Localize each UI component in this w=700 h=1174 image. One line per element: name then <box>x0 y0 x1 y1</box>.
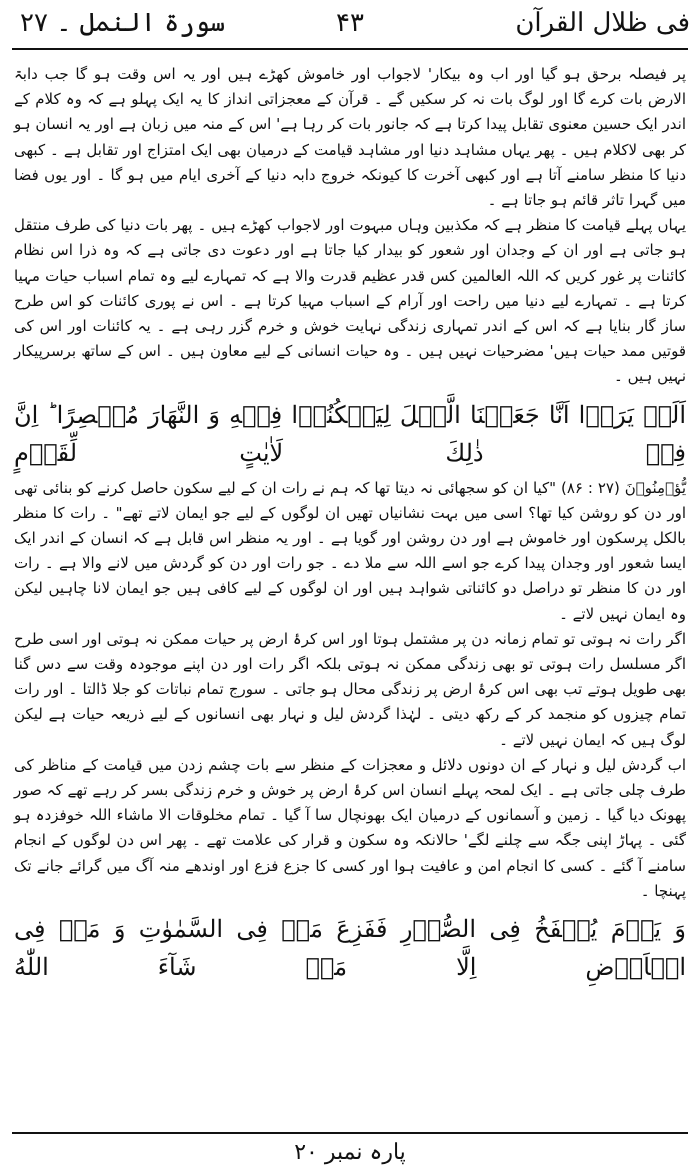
paragraph-2: یہاں پہلے قیامت کا منظر ہے کہ مکذبین وہاں مبہوت اور لاجواب کھڑے ہیں ۔ پھر بات دنیا کی طرف منتقل ہو جاتی ہے اور ان کے وجدان اور شعور کو بیدار کیا جاتا ہے اور دعوت دی جاتی ہے کہ وہ ذرا اس نظام کائنات پر غور کریں کہ اللہ العالمین کس قدر عظیم قدرت والا ہے کہ تمہارے لیے وہ تمام اسباب حیات مہیا کرتا ہے ۔ تمہارے لیے دنیا میں راحت اور آرام کے اسباب مہیا کرتا ہے ۔ اس نے پوری کائنات کو اس طرح ساز گار بنایا ہے کہ اس کے اندر تمہاری زندگی نہایت خوش و خرم گزر رہی ہے ۔ یہ کائنات اور اس کی قوتیں ممد حیات ہیں' مضرحیات نہیں ہیں ۔ وہ حیات انسانی کے لیے معاون ہیں ۔ اس کے ساتھ برسرپیکار نہیں ہیں ۔ <box>14 216 686 386</box>
page-header <box>10 6 690 46</box>
page-number: ۴۳ <box>336 8 364 38</box>
page-body <box>14 62 686 990</box>
surah-title: سورۃ النمل ۔ ۲۷ <box>20 8 226 38</box>
book-title: فی ظلال القرآن <box>515 8 690 38</box>
paragraph-1: پر فیصلہ برحق ہو گیا اور اب وہ بیکار' لاجواب اور خاموش کھڑے ہیں اور یہ اس وقت ہو گا جب دابۃ الارض بات کرے گا اور لوگ بات نہ کر سکیں گے ۔ قرآن کے معجزاتی انداز کا یہ ایک پہلو ہے کہ وہ کلام کے اندر ایک حسین معنوی تقابل پیدا کرتا ہے کہ جانور بات کر رہا ہے' اس کے منہ میں زبان ہے اور یہ انسان ہو کر بھی لاکلام ہیں ۔ پھر یہاں مشاہد دنیا اور مشاہد قیامت کے درمیان بھی ایک امتزاج اور تقابل ہے ۔ کبھی دنیا کا منظر سامنے آتا ہے اور کبھی آخرت کا کیونکہ خروج دابہ دنیا کے آخری ایام میں ہو گا ۔ اور یوں فضا میں گہرا تاثر قائم ہو جاتا ہے ۔ <box>14 65 686 210</box>
quran-verse-1: اَلَمۡ یَرَوۡا اَنَّا جَعَلۡنَا الَّیۡلَ لِیَسۡکُنُوۡا فِیۡهِ وَ النَّهَارَ مُبۡصِرًا ؕ اِنَّ فِیۡ ذٰلِكَ لَاٰیٰتٍ لِّقَوۡمٍ <box>14 400 686 467</box>
footer-rule <box>12 1132 688 1134</box>
paragraph-3: یُّؤۡمِنُوۡنَ (۲۷ : ۸۶) "کیا ان کو سجھائی نہ دیتا تھا کہ ہم نے رات ان کے لیے سکون حاصل کرنے کو بنائی تھی اور دن کو روشن کیا تھا؟ اسی میں بہت نشانیاں تھیں ان لوگوں کے لیے جو ایمان لاتے تھے" ۔ رات کا منظر بالکل پرسکون اور خاموش ہے اور دن روشن اور گویا ہے ۔ اور یہ منظر اس قابل ہے کہ انسان کے اندر ایک ایسا شعور اور وجدان پیدا کرے جو اسے اللہ سے ملا دے ۔ جو رات اور دن کو گردش میں لانے والا ہے ۔ رات اور دن کا منظر تو دراصل دو کائناتی شواہد ہیں اور ان لوگوں کے لیے کافی ہیں جو ایمان لانا چاہیں لیکن وہ ایمان نہیں لاتے ۔ <box>14 478 687 623</box>
header-rule <box>12 48 688 50</box>
paragraph-4: اگر رات نہ ہوتی تو تمام زمانہ دن پر مشتمل ہوتا اور اس کرۂ ارض پر حیات ممکن نہ ہوتی اور اسی طرح اگر مسلسل رات ہوتی تو بھی زندگی ممکن نہ ہوتی بلکہ اگر رات اور دن اپنے موجودہ وقت سے دس گنا بھی طویل ہوتے تب بھی اس کرۂ ارض پر زندگی محال ہو جاتی ۔ سورج تمام نباتات کو جلا ڈالتا ۔ اور رات تمام چیزوں کو منجمد کر کے رکھ دیتی ۔ لہٰذا گردش لیل و نہار بھی انسانوں کے لیے ذریعہ حیات ہے لیکن لوگ ہیں کہ ایمان نہیں لاتے ۔ <box>14 629 686 749</box>
quran-verse-2: وَ یَوۡمَ یُنۡفَخُ فِی الصُّوۡرِ فَفَزِعَ مَنۡ فِی السَّمٰوٰتِ وَ مَنۡ فِی الۡاَرۡضِ اِلَّا مَنۡ شَآءَ اللّٰهُ <box>14 915 686 982</box>
para-number: پارہ نمبر ۲۰ <box>294 1140 406 1165</box>
paragraph-5: اب گردش لیل و نہار کے ان دونوں دلائل و معجزات کے منظر سے بات چشم زدن میں قیامت کے مناظر کی طرف چلی جاتی ہے ۔ ایک لمحہ پہلے انسان اس کرۂ ارض پر خوش و خرم زندگی بسر کر رہے تھے کہ صور پھونک دیا گیا ۔ زمین و آسمانوں کے درمیان ایک بھونچال سا آ گیا ۔ تمام مخلوقات الا ماشاء اللہ خوفزدہ ہو گئی ۔ پہاڑ اپنی جگہ سے چلنے لگے' حالانکہ وہ سکون و قرار کی علامت تھے ۔ پھر اس دن لوگوں کے انجام سامنے آ گئے ۔ کسی کا انجام امن و عافیت ہوا اور کسی کا جزع فزع اور اوندھے منہ آگ میں گرائے جانے تک پہنچا ۔ <box>14 755 686 900</box>
